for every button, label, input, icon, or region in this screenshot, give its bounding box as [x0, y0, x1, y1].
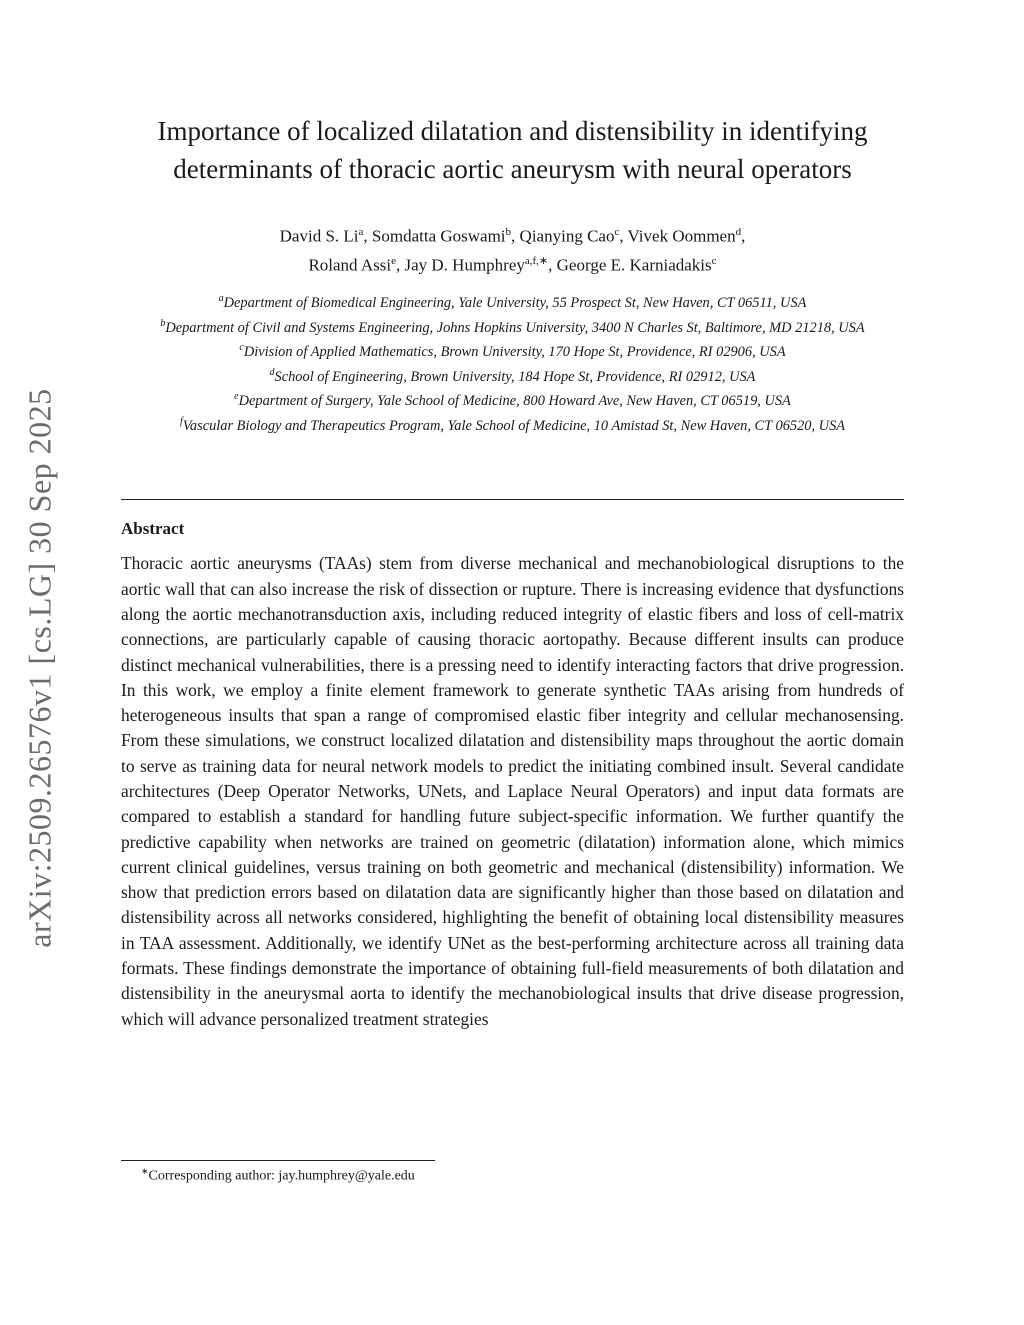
footnote-divider [121, 1160, 435, 1161]
author-name: Qianying Cao [519, 226, 615, 246]
affiliation-item [121, 412, 904, 437]
author-affil-mark: b [505, 226, 512, 238]
author-name: David S. Li [279, 226, 359, 246]
author-affil-mark: c [614, 226, 620, 238]
affiliation-text: Department of Surgery, Yale School of Medicine, 800 Howard Ave, New Haven, CT 06519, USA [238, 393, 791, 410]
affiliation-text: School of Engineering, Brown University, 184 Hope St, Providence, RI 02912, USA [274, 368, 756, 385]
affiliation-item [121, 289, 904, 314]
author-affil-mark: a,f,∗ [524, 254, 549, 267]
affiliation-item [121, 363, 904, 388]
abstract-body: Thoracic aortic aneurysms (TAAs) stem from diverse mechanical and mechanobiological disruptions to the aortic wall that can also increase the risk of dissection or rupture. There is increasing evidence that dysfunctions along the aortic mechanotransduction axis, including reduced integrity of elastic fibers and loss of cell-matrix connections, are particularly capable of causing thoracic aortopathy. Because different insults can produce distinct mechanical vulnerabilities, there is a pressing need to identify interacting factors that drive progression. In this work, we employ a finite element framework to generate synthetic TAAs arising from hundreds of heterogeneous insults that span a range of compromised elastic fiber integrity and cellular mechanosensing. From these simulations, we construct localized dilatation and distensibility maps throughout the aortic domain to serve as training data for neural network models to predict the initiating combined insult. Several candidate architectures (Deep Operator Networks, UNets, and Laplace Neural Operators) and input data formats are compared to establish a standard for handling future subject-specific information. We further quantify the predictive capability when networks are trained on geometric (dilatation) information alone, which mimics current clinical guidelines, versus training on both geometric and mechanical (distensibility) information. We show that prediction errors based on dilatation data are significantly higher than those based on dilatation and distensibility across all networks considered, highlighting the benefit of obtaining local distensibility measures in TAA assessment. Additionally, we identify UNet as the best-performing architecture across all training data formats. These findings demonstrate the importance of obtaining full-field measurements of both dilatation and distensibility in the aneurysmal aorta to identify the mechanobiological insults that drive disease progression, which will advance personalized treatment strategies [121, 553, 904, 1029]
footnote-mark: ∗ [141, 1166, 149, 1176]
arxiv-identifier: arXiv:2509.26576v1 [cs.LG] 30 Sep 2025 [21, 388, 58, 948]
abstract-divider [121, 499, 904, 500]
author-name: Jay D. Humphrey [404, 255, 525, 275]
footnote-text: Corresponding author: jay.humphrey@yale.edu [148, 1168, 415, 1184]
affiliation-text: Department of Civil and Systems Engineering, Johns Hopkins University, 3400 N Charles St, Baltimore, MD 21218, USA [165, 319, 865, 336]
author-list: David S. Li$^a$, Somdatta Goswami$^b$, Qianying Cao$^c$, Vivek Oommen$^d$, Roland Assi$^e$, Jay D. Humphrey$^{a,f,∗}$, George E. Karniadakis$^c$ [279, 226, 746, 275]
author-affil-mark: d [735, 226, 742, 238]
affiliation-mark: c [239, 342, 244, 354]
affiliation-item [121, 314, 904, 339]
paper-title: Importance of localized dilatation and distensibility in identifying determinants of thoracic aortic aneurysm with neural operators [157, 116, 868, 184]
author-name: Roland Assi [308, 255, 392, 275]
affiliation-item [121, 338, 904, 363]
author-affil-mark: c [711, 254, 717, 267]
author-name: George E. Karniadakis [556, 255, 712, 275]
author-affil-mark: e [391, 254, 396, 267]
paper-first-page [121, 112, 904, 1032]
affiliation-mark: a [218, 293, 224, 305]
affiliation-mark: f [179, 415, 183, 427]
affiliation-list [121, 289, 904, 436]
author-affil-mark: a [358, 226, 364, 238]
corresponding-author-footnote [141, 1166, 415, 1185]
affiliation-text: Vascular Biology and Therapeutics Program, Yale School of Medicine, 10 Amistad St, New Haven, CT 06520, USA [182, 417, 846, 434]
abstract-heading: Abstract [121, 519, 185, 539]
affiliation-mark: e [234, 391, 239, 403]
affiliation-mark: b [160, 317, 166, 329]
affiliation-mark: d [269, 366, 275, 378]
author-name: Somdatta Goswami [371, 226, 506, 246]
affiliation-text: Division of Applied Mathematics, Brown University, 170 Hope St, Providence, RI 02906, USA [243, 344, 786, 361]
author-name: Vivek Oommen [627, 226, 736, 246]
affiliation-item [121, 387, 904, 412]
affiliation-text: Department of Biomedical Engineering, Yale University, 55 Prospect St, New Haven, CT 06511, USA [223, 295, 807, 312]
